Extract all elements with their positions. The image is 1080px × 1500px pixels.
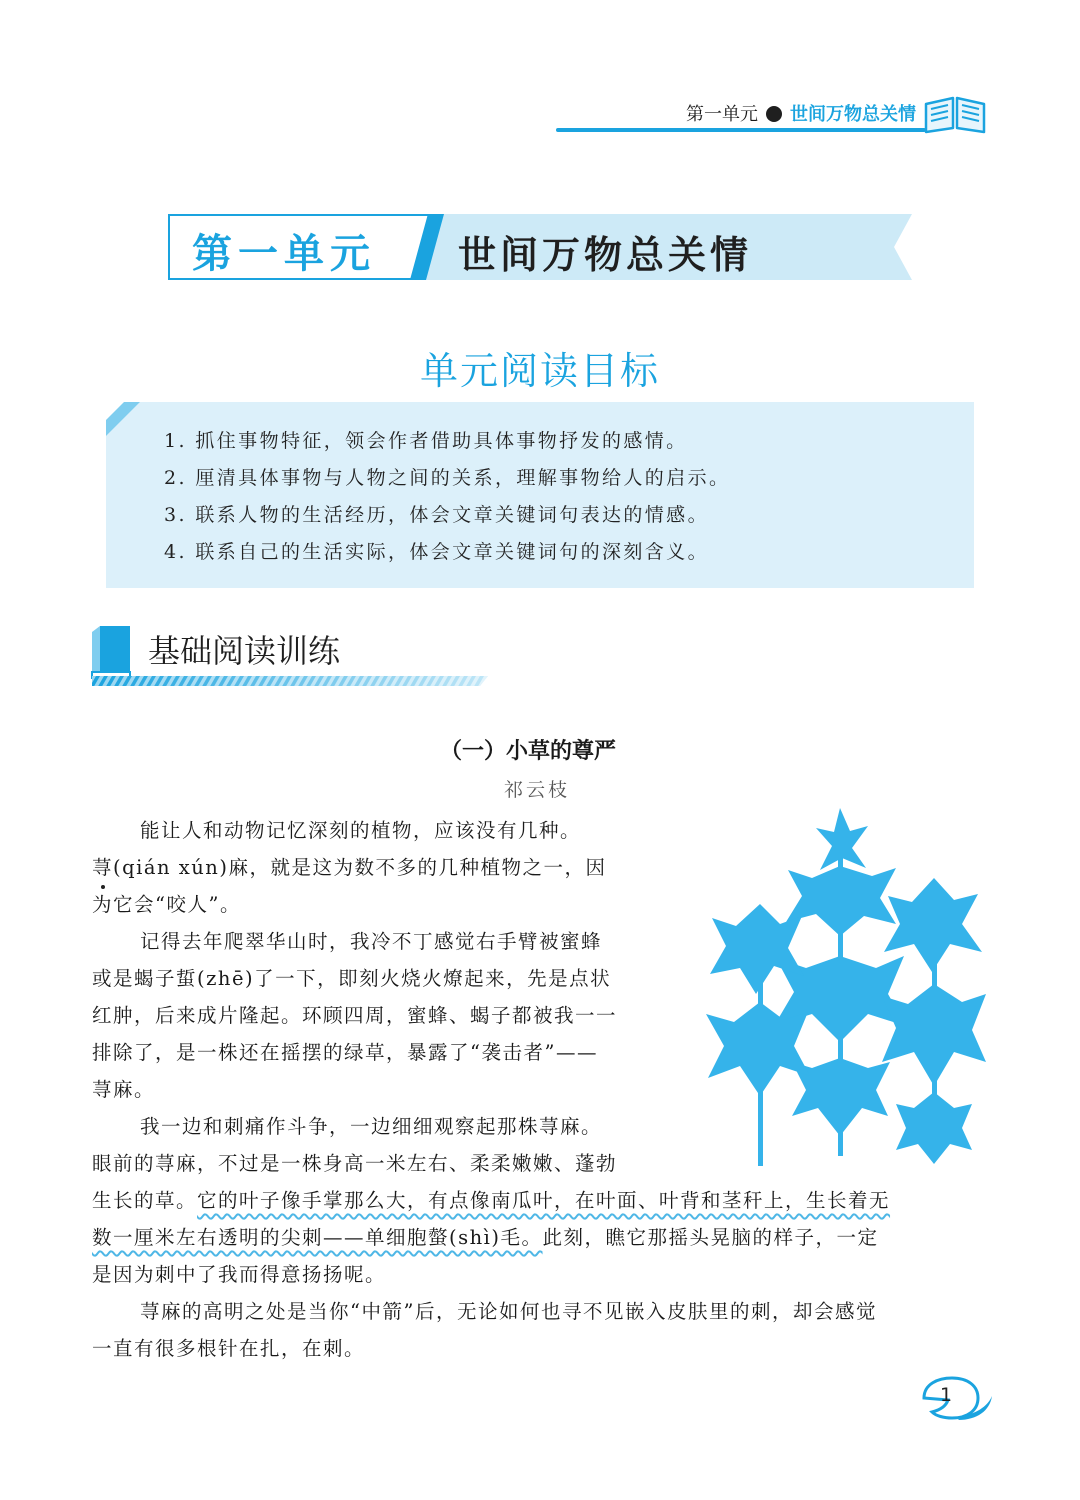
page-number-badge [918,1376,994,1424]
paragraph-line: 我一边和刺痛作斗争，一边细细观察起那株荨麻。 [140,1115,603,1138]
section-title: 基础阅读训练 [148,632,341,670]
paragraph-line [92,1219,879,1257]
section-underline [92,676,488,686]
story-author: 祁云枝 [504,779,571,801]
paragraph-line: 荨麻。 [92,1078,156,1101]
bullet-dot [766,106,782,122]
goal-item: 4. 联系自己的生活实际，体会文章关键词句的深刻含义。 [164,541,709,563]
story-title: （一）小草的尊严 [440,738,617,764]
paragraph-line: 记得去年爬翠华山时，我冷不丁感觉右手臂被蜜蜂 [140,930,603,953]
goals-box [106,402,974,588]
line-text: 此刻，瞧它那摇头晃脑的样子，一定 [542,1226,879,1249]
section-heading [90,624,490,684]
page-number: 1 [940,1384,953,1406]
banner-unit: 第一单元 [192,230,376,277]
paragraph-line: 眼前的荨麻，不过是一株身高一米左右、柔柔嫩嫩、蓬勃 [92,1152,618,1175]
goals-title: 单元阅读目标 [419,349,660,393]
banner-theme: 世间万物总关情 [458,232,753,277]
paragraph-line: 一直有很多根针在扎，在刺。 [92,1337,366,1360]
emphasized-char: 荨 [92,856,114,879]
paragraph-line [92,849,606,887]
running-header-text [686,100,916,126]
header-theme: 世间万物总关情 [790,104,916,125]
header-underline [556,128,926,132]
underlined-sentence: 它的叶子像手掌那么大，有点像南瓜叶，在叶面、叶背和茎秆上，生长着无 [197,1189,891,1212]
paragraph-line [92,1182,890,1220]
nettle-plant-illustration [700,806,990,1166]
page-number-shape [918,1376,994,1420]
book-icon [90,624,132,680]
paragraph-line: 能让人和动物记忆深刻的植物，应该没有几种。 [140,819,582,842]
corner-decoration [106,402,140,436]
open-book-icon [922,94,988,134]
underlined-sentence: 数一厘米左右透明的尖刺——单细胞螫(shì)毛。 [92,1226,543,1249]
header-unit: 第一单元 [686,104,758,125]
paragraph-line: 红肿，后来成片隆起。环顾四周，蜜蜂、蝎子都被我一一 [92,1004,618,1027]
goal-item: 2. 厘清具体事物与人物之间的关系，理解事物给人的启示。 [164,467,731,489]
goal-item: 1. 抓住事物特征，领会作者借助具体事物抒发的感情。 [164,430,688,452]
running-header [556,92,996,138]
unit-banner [168,214,912,280]
paragraph-line: 或是蝎子蜇(zhē)了一下，即刻火烧火燎起来，先是点状 [92,967,612,990]
line-text: 生长的草。 [92,1189,198,1212]
paragraph-line: 排除了，是一株还在摇摆的绿草，暴露了“袭击者”—— [92,1041,598,1064]
paragraph-line: 为它会“咬人”。 [92,893,241,916]
goal-item: 3. 联系人物的生活经历，体会文章关键词句表达的情感。 [164,504,709,526]
line-text: (qián xún)麻，就是这为数不多的几种植物之一，因 [113,856,607,879]
paragraph-line: 是因为刺中了我而得意扬扬呢。 [92,1263,387,1286]
paragraph-line: 荨麻的高明之处是当你“中箭”后，无论如何也寻不见嵌入皮肤里的刺，却会感觉 [140,1300,877,1323]
